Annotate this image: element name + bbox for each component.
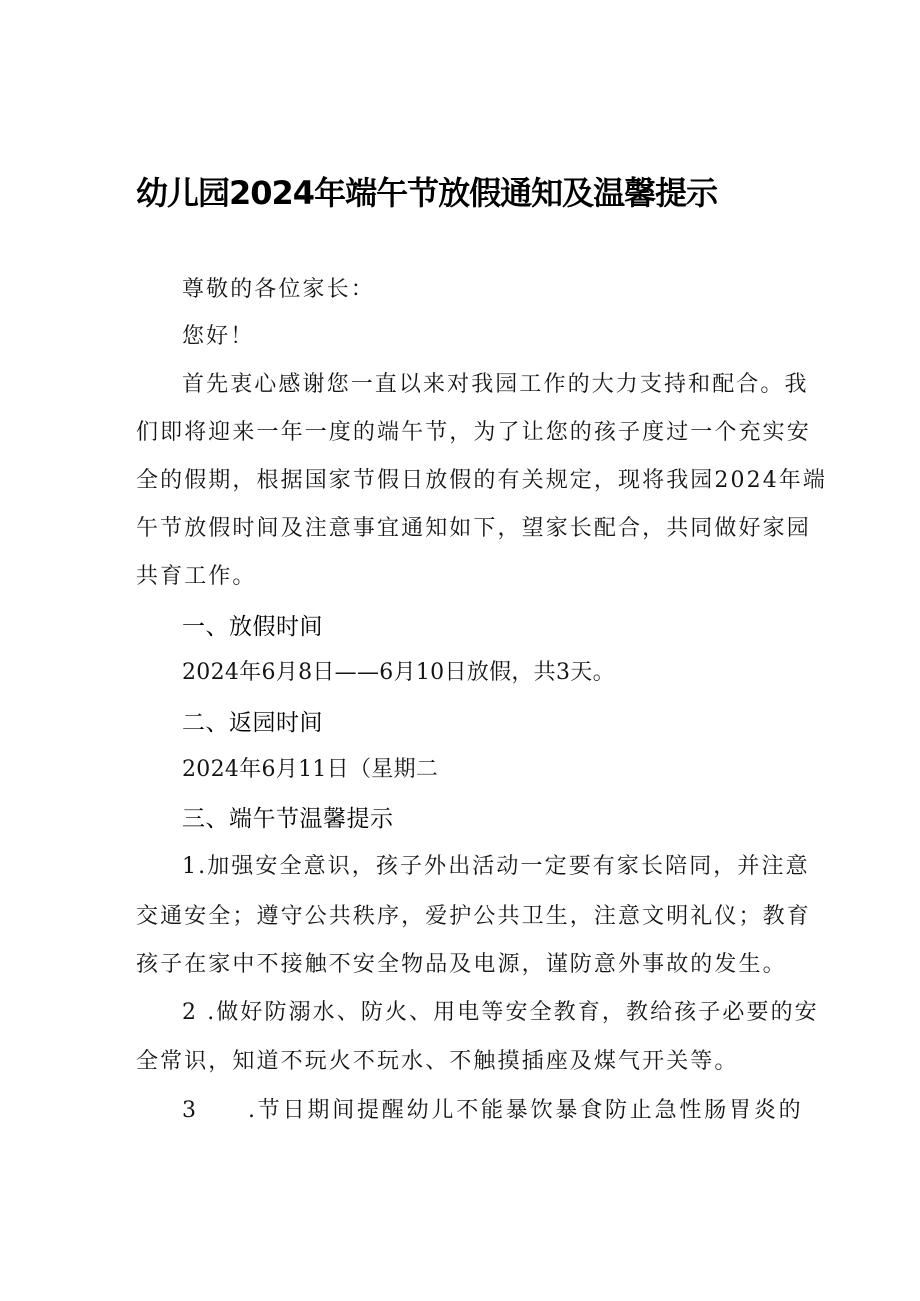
tip-3-number: 3 bbox=[182, 1098, 196, 1123]
tip-2-line: 2 .做好防溺水、防火、用电等安全教育，教给孩子必要的安 bbox=[182, 1000, 819, 1025]
intro-line: 全的假期，根据国家节假日放假的有关规定，现将我园2024年端 bbox=[136, 468, 827, 493]
return-date: 2024年6月11日（星期二 bbox=[182, 757, 439, 782]
intro-line: 午节放假时间及注意事宜通知如下，望家长配合，共同做好家园 bbox=[136, 516, 811, 541]
tip-1-line: 1.加强安全意识，孩子外出活动一定要有家长陪同，并注意 bbox=[182, 854, 810, 879]
intro-line: 共育工作。 bbox=[136, 564, 257, 589]
holiday-dates: 2024年6月8日——6月10日放假，共3天。 bbox=[182, 660, 615, 685]
section-heading-return-time: 二、返园时间 bbox=[182, 710, 323, 736]
section-heading-tips: 三、端午节温馨提示 bbox=[182, 806, 394, 832]
hello: 您好！ bbox=[182, 324, 255, 349]
intro-line: 首先衷心感谢您一直以来对我园工作的大力支持和配合。我 bbox=[182, 372, 809, 397]
greeting: 尊敬的各位家长： bbox=[182, 277, 375, 302]
page-title: 幼儿园2024年端午节放假通知及温馨提示 bbox=[136, 174, 718, 212]
tip-1-line: 孩子在家中不接触不安全物品及电源，谨防意外事故的发生。 bbox=[136, 952, 787, 977]
tip-2-line: 全常识，知道不玩火不玩水、不触摸插座及煤气开关等。 bbox=[136, 1049, 739, 1074]
tip-3-text: .节日期间提醒幼儿不能暴饮暴食防止急性肠胃炎的 bbox=[248, 1098, 804, 1123]
tip-1-line: 交通安全；遵守公共秩序，爱护公共卫生，注意文明礼仪；教育 bbox=[136, 904, 811, 929]
intro-line: 们即将迎来一年一度的端午节，为了让您的孩子度过一个充实安 bbox=[136, 420, 811, 445]
section-heading-holiday-time: 一、放假时间 bbox=[182, 614, 323, 640]
